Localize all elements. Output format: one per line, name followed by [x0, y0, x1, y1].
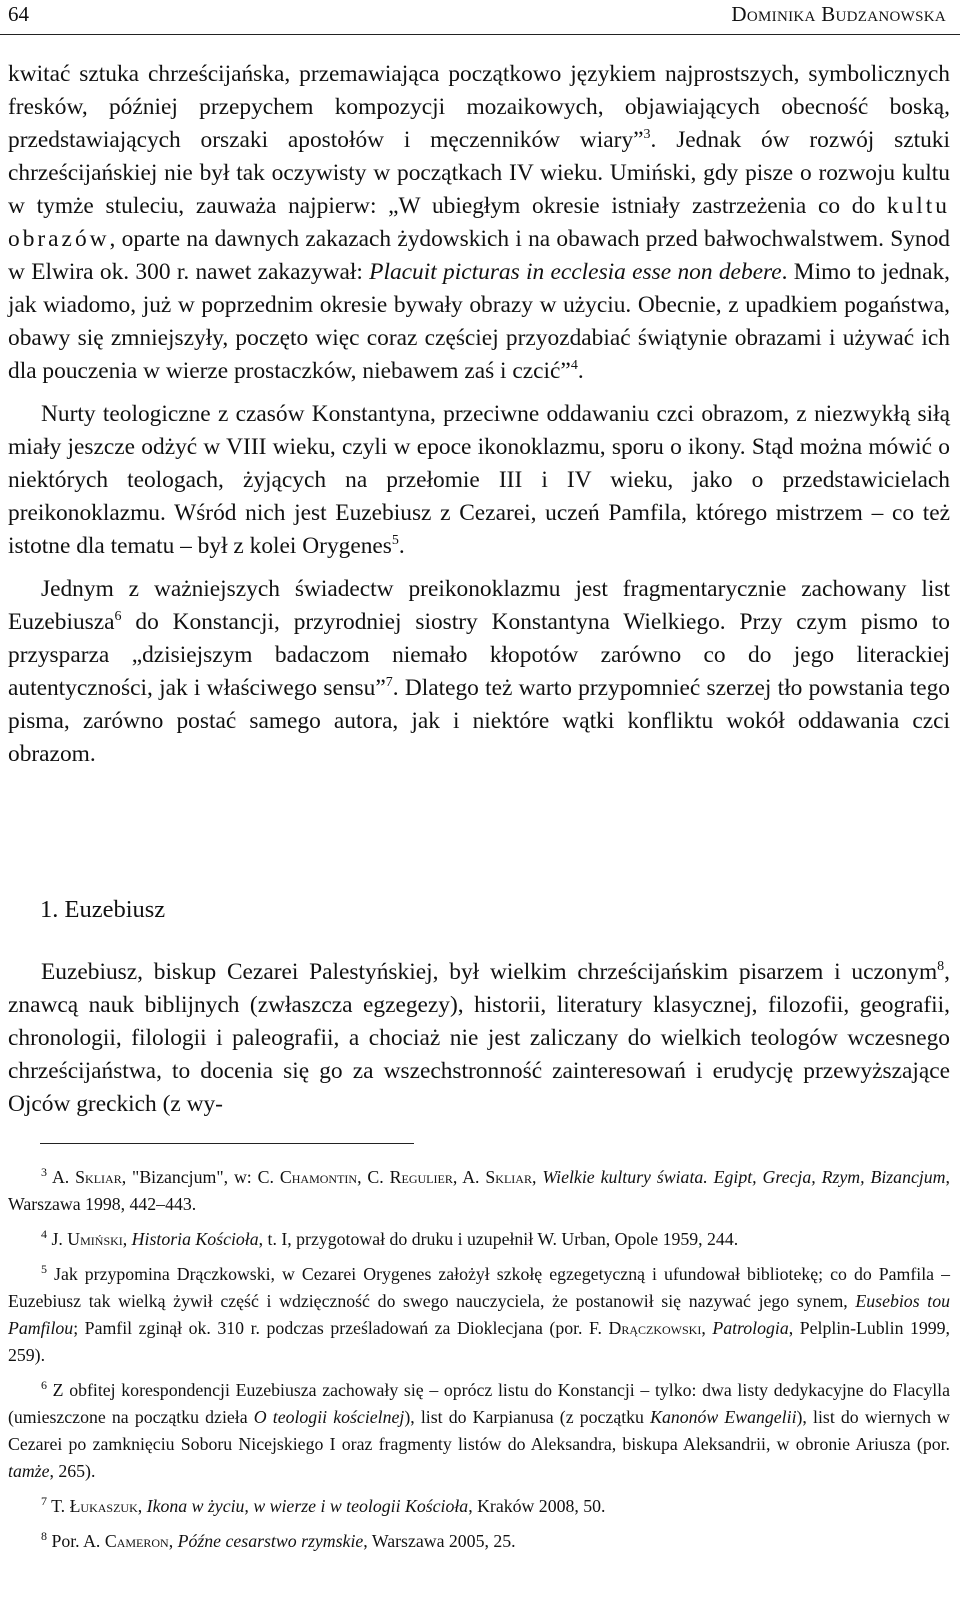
header-rule — [0, 34, 960, 35]
paragraph-4: Euzebiusz, biskup Cezarei Palestyńskiej, był wielkim chrześcijańskim pisarzem i uczonym$^8$, znawcą nauk biblijnych (zwłaszcza egzegezy), historii, literatury klasycznej, filozofii, geografii, chronologii, filologii i paleografii, a chociaż nie jest zaliczany do wielkich teologów wczesnego chrześcijaństwa, to docenia się go za wszechstronność zainteresowań i erudycję przewyższające Ojców greckich (z wy- — [8, 959, 950, 1117]
footnote-ref-5: 5 — [391, 533, 399, 549]
footnotes — [8, 1164, 950, 1563]
footnote-5: $^5$ Jak przypomina Drączkowski, w Cezarei Orygenes założył szkołę egzegetyczną i ufundował bibliotekę; co do Pamfila – Euzebiusz tak wielką żywił część i wdzięczność do swego nauczyciela, że postanowił się nazywać jego synem, Eusebios tou Pamfilou; Pamfil zginął ok. 310 r. podczas prześladowań za Dioklecjana (por. F. Drączkowski, Patrologia, Pelplin-Lublin 1999, 259). — [8, 1262, 951, 1365]
footnote-ref-7: 7 — [385, 675, 393, 691]
footnote-ref-8: 8 — [937, 959, 945, 975]
footnote-ref-6: 6 — [114, 609, 122, 625]
footnote-3: $^3$ A. Skliar, "Bizancjum", w: C. Chamontin, C. Regulier, A. Skliar, Wielkie kultury świata. Egipt, Grecja, Rzym, Bizancjum, Warszawa 1998, 442–443. — [8, 1165, 950, 1214]
running-header — [8, 2, 946, 32]
footnote-6: $^6$ Z obfitej korespondencji Euzebiusza zachowały się – oprócz listu do Konstancji – tylko: dwa listy dedykacyjne do Flacylla (umieszczone na początku dzieła O teologii kościelnej), list do Karpianusa (z początku Kanonów Ewangelii), list do wiernych w Cezarei po zamknięciu Soboru Nicejskiego I oraz fragmenty listów do Aleksandra, biskupa Aleksandrii, w obronie Ariusza (por. tamże, 265). — [8, 1378, 951, 1481]
running-author: Dominika Budzanowska — [731, 2, 946, 26]
section-heading: 1. Euzebiusz — [40, 896, 166, 923]
footnote-8: $^8$ Por. A. Cameron, Późne cesarstwo rzymskie, Warszawa 2005, 25. — [41, 1529, 516, 1551]
section-text — [8, 956, 950, 1121]
page-number: 64 — [8, 2, 29, 26]
footnote-4: $^4$ J. Umiński, Historia Kościoła, t. I, przygotował do druku i uzupełnił W. Urban, Opole 1959, 244. — [41, 1227, 739, 1249]
paragraph-1: kwitać sztuka chrześcijańska, przemawiająca początkowo językiem najprostszych, symbolicznych fresków, później przepychem kompozycji mozaikowych, objawiających obecność boską, przedstawiających orszaki apostołów i męczenników wiary”$^3$. Jednak ów rozwój sztuki chrześcijańskiej nie był tak oczywisty w początkach IV wieku. Umiński, gdy pisze o rozwoju kultu w tymże stuleciu, zauważa najpierw: „W ubiegłym okresie istniały zastrzeżenia co do kultu obrazów, oparte na dawnych zakazach żydowskich i na obawach przed bałwochwalstwem. Synod w Elwira ok. 300 r. nawet zakazywał: Placuit picturas in ecclesia esse non debere. Mimo to jednak, jak wiadomo, już w poprzednim okresie bywały obrazy w użyciu. Obecnie, z upadkiem pogaństwa, obawy się zmniejszyły, poczęto więc coraz częściej przyozdabiać świątynie obrazami i używać ich dla pouczenia w wierze prostaczków, niebawem zaś i czcić”$^4$. — [8, 61, 951, 384]
paragraph-3: Jednym z ważniejszych świadectw preikonoklazmu jest fragmentarycznie zachowany list Euzebiusza$^6$ do Konstancji, przyrodniej siostry Konstantyna Wielkiego. Przy czym pismo to przysparza „dzisiejszym badaczom niemało kłopotów zarówno co do jego literackiej autentyczności, jak i właściwego sensu”$^7$. Dlatego też warto przypomnieć szerzej tło powstania tego pisma, zarówno postać samego autora, jak i niektóre wątki konfliktu wokół oddawania czci obrazom. — [8, 576, 950, 767]
footnote-7: $^7$ T. Łukaszuk, Ikona w życiu, w wierze i w teologii Kościoła, Kraków 2008, 50. — [41, 1494, 606, 1516]
footnote-ref-3: 3 — [643, 127, 651, 143]
footnote-ref-4: 4 — [570, 358, 578, 374]
main-text — [8, 58, 950, 781]
footnote-rule — [40, 1143, 414, 1144]
paragraph-2: Nurty teologiczne z czasów Konstantyna, przeciwne oddawaniu czci obrazom, z niezwykłą siłą miały jeszcze odżyć w VIII wieku, czyli w epoce ikonoklazmu, sporu o ikony. Stąd można mówić o niektórych teologach, żyjących na przełomie III i IV wieku, jako o przedstawicielach preikonoklazmu. Wśród nich jest Euzebiusz z Cezarei, uczeń Pamfila, którego mistrzem – co też istotne dla tematu – był z kolei Orygenes$^5$. — [8, 401, 950, 559]
